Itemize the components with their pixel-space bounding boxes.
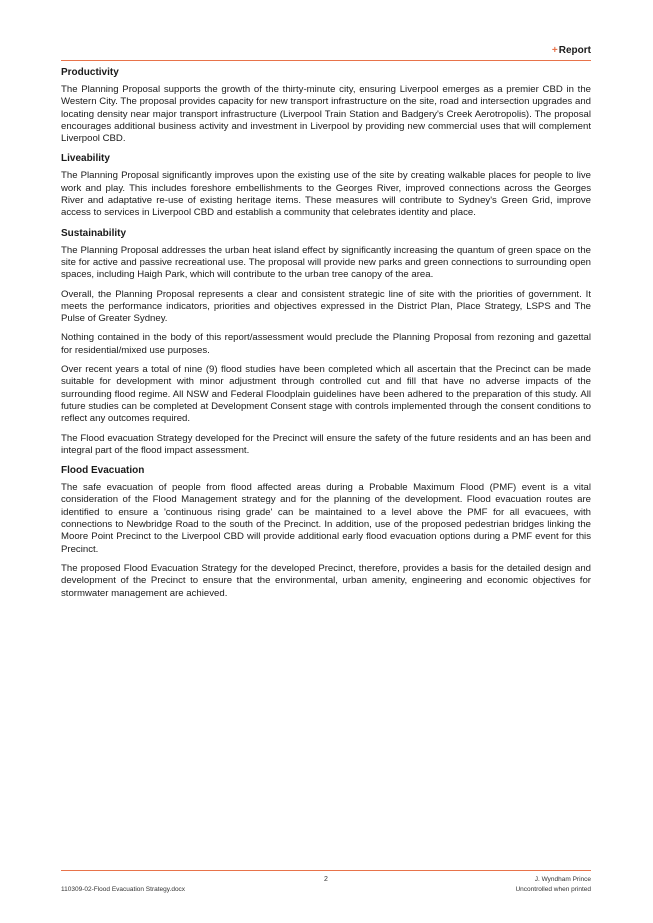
paragraph: Over recent years a total of nine (9) flood studies have been completed which all ascertain that the Precinct can be made suitable for development with minor adjustment through controlled cut and fill that have no adverse impacts of the surrounding flood regime. All NSW and Federal Floodplain guidelines have been adhered to the preparation of this study. All future studies can be completed at Development Consent stage with controls implemented through the consent conditions to reflect any outcomes required. [61,364,591,425]
document-body [61,66,591,607]
section-heading: Productivity [61,67,119,78]
paragraph: Overall, the Planning Proposal represents a clear and consistent strategic line of site with the priorities of government. It meets the performance indicators, priorities and objectives expressed in the District Plan, Place Strategy, LSPS and The Pulse of Greater Sydney. [61,288,591,325]
section-flood-evacuation [61,464,591,600]
section-liveability [61,152,591,219]
page-header [61,44,591,61]
control-note: Uncontrolled when printed [515,886,591,893]
company-name: J. Wyndham Prince [534,876,591,883]
paragraph: The Planning Proposal supports the growth of the thirty-minute city, ensuring Liverpool emerges as a premier CBD in the Western City. The proposal provides capacity for new transport infrastructure on the site, road and intersection upgrades and locating density near major transport infrastructure (Liverpool Train Station and Badgery's Creek Aerotropolis). The proposal encourages additional business activity and investment in Liverpool by providing new commercial uses that will complement Liverpool CBD. [61,84,591,145]
plus-icon: + [551,45,558,56]
paragraph: The Planning Proposal significantly improves upon the existing use of the site by creating walkable places for people to live work and play. This includes foreshore embellishments to the Georges River, improved connections across the Georges River and adaptative re-use of existing heritage items. These measures will contribute to Sydney's Green Grid, improve access to services in Liverpool CBD and establish a community that celebrates identity and place. [61,170,591,219]
file-name: 110309-02-Flood Evacuation Strategy.docx [61,886,186,893]
paragraph: The Flood evacuation Strategy developed for the Precinct will ensure the safety of the future residents and an has been and integral part of the flood impact assessment. [61,432,591,456]
header-label-text: Report [558,45,591,56]
section-heading: Sustainability [61,227,127,239]
section-heading: Liveability [61,153,110,165]
paragraph: The Planning Proposal addresses the urban heat island effect by significantly increasing the quantum of green space on the site for active and passive recreational use. The proposal will provide new parks and green connections to surrounding open spaces, including Haigh Park, which will contribute to the urban tree canopy of the area. [61,244,591,281]
paragraph: Nothing contained in the body of this report/assessment would preclude the Planning Proposal from rezoning and gazettal for residential/mixed use purposes. [61,332,591,356]
paragraph: The proposed Flood Evacuation Strategy for the developed Precinct, therefore, provides a basis for the detailed design and development of the Precinct to ensure that the environmental, urban amenity, engineering and economic objectives for stormwater management are achieved. [61,562,591,599]
page-footer [61,870,591,901]
section-sustainability [61,227,591,457]
section-productivity [61,66,591,145]
paragraph: The safe evacuation of people from flood affected areas during a Probable Maximum Flood (PMF) event is a vital consideration of the Flood Management strategy and for the planning of the development. Flood evacuation routes are identified to ensure a 'continuous rising grade' can be maintained to a level above the PMF for all evacuees, with connections to Newbridge Road to the south of the Precinct. In addition, use of the proposed pedestrian bridges linking the Moore Point Precinct to the Liverpool CBD will provide additional early flood evacuation options during a PMF event for this Precinct. [61,482,591,555]
page-number: 2 [324,876,328,883]
section-heading: Flood Evacuation [61,465,145,477]
report-header-label [552,45,591,56]
